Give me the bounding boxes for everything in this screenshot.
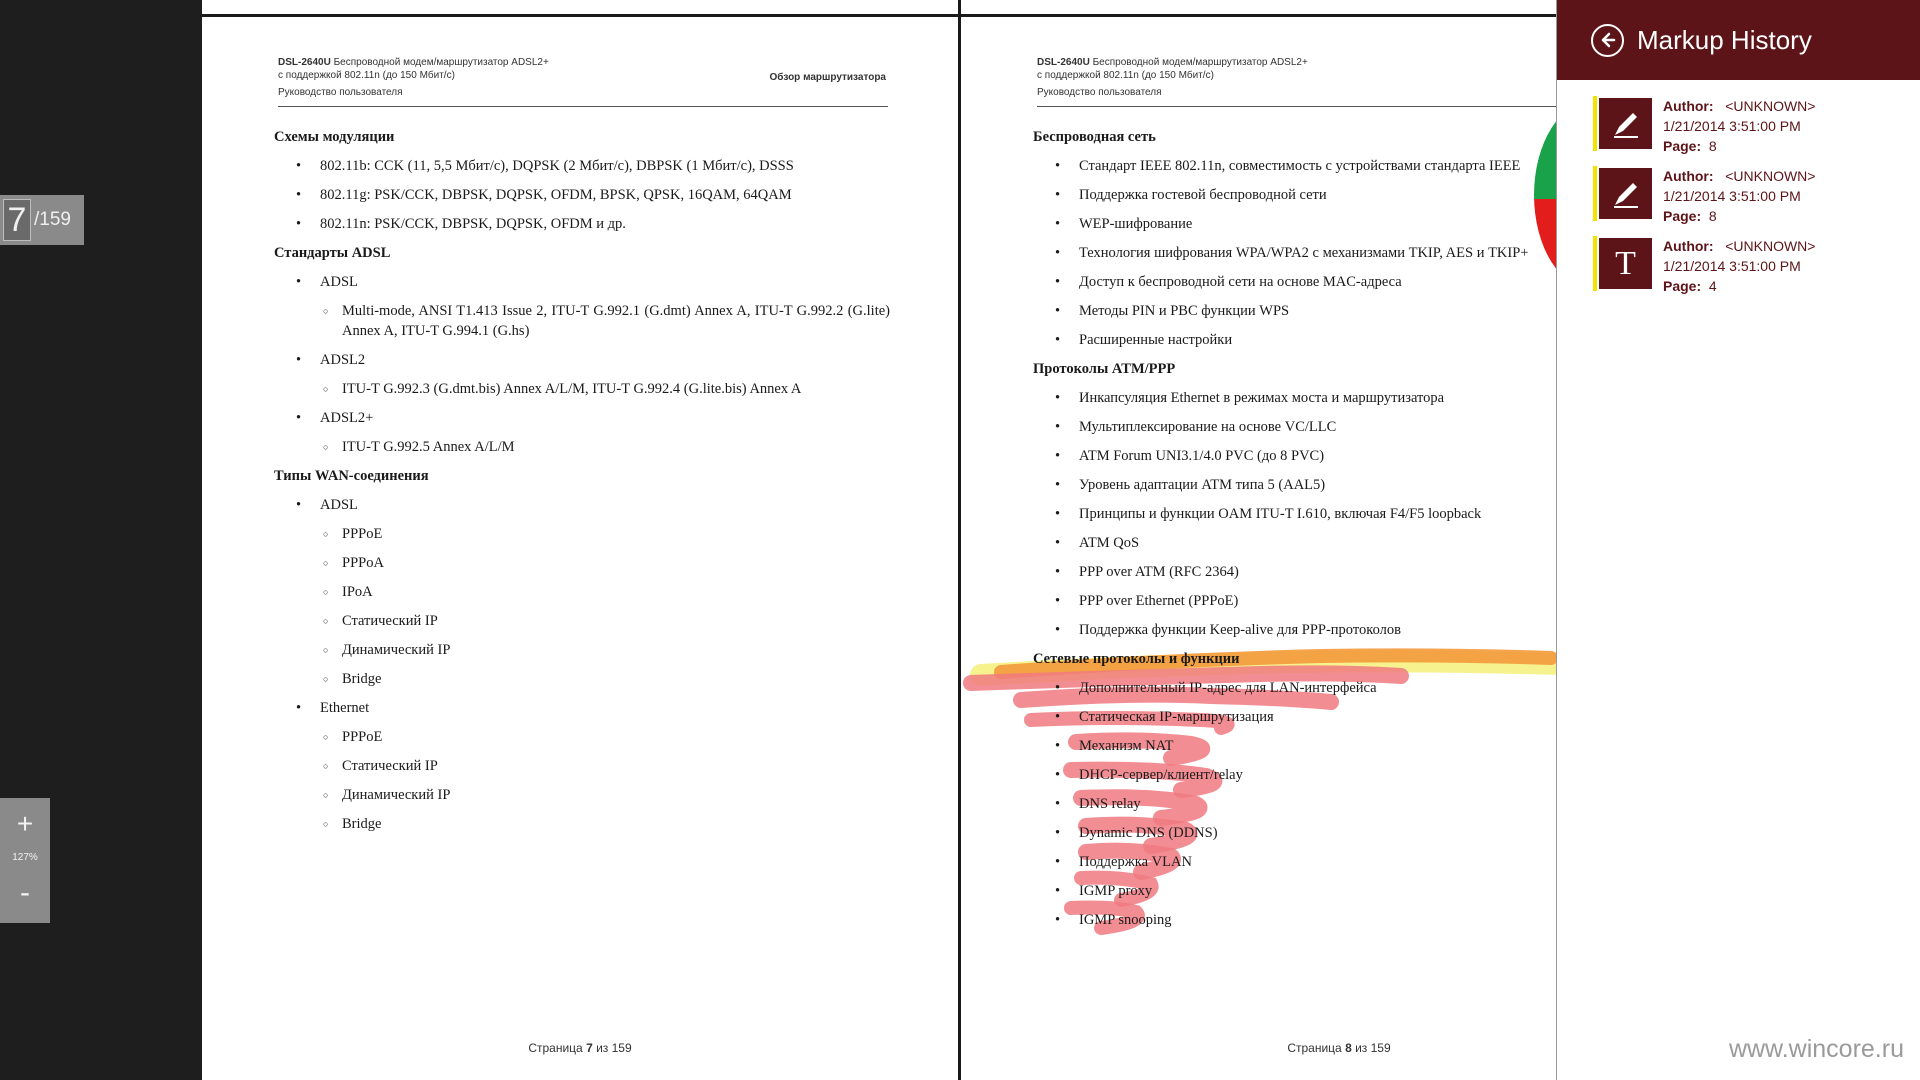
header-manual: Руководство пользователя [278, 87, 403, 98]
sub-list-item: ○ Bridge [274, 814, 890, 843]
markup-thumbnail [1593, 166, 1653, 221]
list-item: • WEP-шифрование [1033, 214, 1649, 243]
back-arrow-icon[interactable] [1591, 24, 1624, 57]
list-item: • ADSL2+ [274, 408, 890, 437]
author-label: Author: [1663, 238, 1714, 254]
left-sidebar [0, 0, 202, 1080]
header-desc: Беспроводной модем/маршрутизатор ADSL2+ [1089, 57, 1308, 68]
markup-info [1663, 166, 1815, 226]
watermark: www.wincore.ru [1728, 1035, 1904, 1063]
page-label: Page: [1663, 208, 1702, 224]
zoom-out-button[interactable]: - [20, 876, 30, 909]
page-label: Page: [1663, 278, 1702, 294]
list-item: • Поддержка гостевой беспроводной сети [1033, 185, 1649, 214]
page-content [274, 127, 890, 843]
list-item: • DNS relay [1033, 794, 1649, 823]
sub-list-item: ○ Динамический IP [274, 640, 890, 669]
markup-info [1663, 236, 1815, 296]
list-item: • Поддержка VLAN [1033, 852, 1649, 881]
list-item: • 802.11g: PSK/CCK, DBPSK, DQPSK, OFDM, BPSK, QPSK, 16QAM, 64QAM [274, 185, 890, 214]
list-item: • Методы PIN и PBC функции WPS [1033, 301, 1649, 330]
markup-date: 1/21/2014 3:51:00 PM [1663, 118, 1801, 134]
header-subtitle: с поддержкой 802.11n (до 150 Мбит/с) [1037, 70, 1214, 81]
author-label: Author: [1663, 168, 1714, 184]
footer-prefix: Страница [1287, 1041, 1346, 1055]
footer-suffix: из 159 [592, 1041, 632, 1055]
list-item: • Уровень адаптации ATM типа 5 (AAL5) [1033, 475, 1649, 504]
header-subtitle: с поддержкой 802.11n (до 150 Мбит/с) [278, 70, 455, 81]
sub-list-item: ○ PPPoE [274, 524, 890, 553]
list-item: • ATM Forum UNI3.1/4.0 PVC (до 8 PVC) [1033, 446, 1649, 475]
list-item: • 802.11n: PSK/CCK, DBPSK, DQPSK, OFDM и др. [274, 214, 890, 243]
markup-thumbnail [1593, 96, 1653, 151]
list-item: • 802.11b: CCK (11, 5,5 Мбит/с), DQPSK (2 Мбит/с), DBPSK (1 Мбит/с), DSSS [274, 156, 890, 185]
list-item: • ATM QoS [1033, 533, 1649, 562]
list-item: • Доступ к беспроводной сети на основе MAC-адреса [1033, 272, 1649, 301]
markup-entry[interactable] [1593, 236, 1913, 292]
list-item: • ADSL [274, 272, 890, 301]
list-item: • Стандарт IEEE 802.11n, совместимость с устройствами стандарта IEEE [1033, 156, 1649, 185]
markup-date: 1/21/2014 3:51:00 PM [1663, 258, 1801, 274]
total-pages-label: /159 [34, 209, 71, 230]
header-section: Обзор маршрутизатора [769, 72, 886, 83]
page-header [278, 56, 888, 107]
markup-entry[interactable] [1593, 96, 1913, 152]
list-item: • Принципы и функции OAM ITU-T I.610, включая F4/F5 loopback [1033, 504, 1649, 533]
list-item: • Расширенные настройки [1033, 330, 1649, 359]
markup-entry[interactable] [1593, 166, 1913, 222]
pane-title: Markup History [1637, 24, 1812, 55]
author-value: <UNKNOWN> [1725, 98, 1816, 114]
author-label: Author: [1663, 98, 1714, 114]
list-item: • PPP over ATM (RFC 2364) [1033, 562, 1649, 591]
sub-list-item: ○ PPPoE [274, 727, 890, 756]
sub-list-item: ○ Статический IP [274, 756, 890, 785]
sub-list-item: ○ PPPoA [274, 553, 890, 582]
list-item: • DHCP-сервер/клиент/relay [1033, 765, 1649, 794]
footer-page-number: 7 [586, 1041, 593, 1055]
zoom-in-button[interactable]: + [16, 808, 34, 839]
header-desc: Беспроводной модем/маршрутизатор ADSL2+ [330, 57, 549, 68]
section-heading: Сетевые протоколы и функции [1033, 651, 1240, 667]
footer-prefix: Страница [528, 1041, 587, 1055]
page-value: 4 [1708, 278, 1717, 294]
page-footer [202, 1041, 958, 1055]
list-item: • Дополнительный IP-адрес для LAN-интерфейса [1033, 678, 1649, 707]
sub-list-item: ○ IPoA [274, 582, 890, 611]
page-value: 8 [1708, 138, 1717, 154]
zoom-control [0, 798, 50, 923]
section-heading: Схемы модуляции [274, 129, 395, 145]
list-item: • ADSL2 [274, 350, 890, 379]
pane-header [1557, 0, 1920, 80]
page-7 [202, 0, 958, 1080]
markup-history-pane [1556, 0, 1920, 1080]
header-model: DSL-2640U [278, 57, 331, 68]
markup-info [1663, 96, 1815, 156]
sub-list-item: ○ Статический IP [274, 611, 890, 640]
section-heading: Протоколы ATM/PPP [1033, 361, 1176, 377]
page-indicator[interactable] [0, 195, 84, 245]
pen-icon [1599, 98, 1652, 149]
list-item: • Dynamic DNS (DDNS) [1033, 823, 1649, 852]
author-value: <UNKNOWN> [1725, 238, 1816, 254]
list-item: • PPP over Ethernet (PPPoE) [1033, 591, 1649, 620]
markup-date: 1/21/2014 3:51:00 PM [1663, 188, 1801, 204]
sub-list-item: ○ Bridge [274, 669, 890, 698]
list-item: • ADSL [274, 495, 890, 524]
list-item: • Технология шифрования WPA/WPA2 с механизмами TKIP, AES и TKIP+ [1033, 243, 1649, 272]
section-heading: Типы WAN-соединения [274, 468, 429, 484]
header-model: DSL-2640U [1037, 57, 1090, 68]
document-viewer[interactable] [202, 0, 1556, 1080]
sub-list-item: ○ ITU-T G.992.5 Annex A/L/M [274, 437, 890, 466]
page-label: Page: [1663, 138, 1702, 154]
list-item: • IGMP proxy [1033, 881, 1649, 910]
author-value: <UNKNOWN> [1725, 168, 1816, 184]
list-item: • Инкапсуляция Ethernet в режимах моста и маршрутизатора [1033, 388, 1649, 417]
section-heading: Беспроводная сеть [1033, 129, 1156, 145]
page-value: 8 [1708, 208, 1717, 224]
footer-suffix: из 159 [1351, 1041, 1391, 1055]
list-item: • Механизм NAT [1033, 736, 1649, 765]
markup-thumbnail [1593, 236, 1653, 291]
current-page-field[interactable]: 7 [3, 199, 31, 241]
zoom-level-label: 127% [12, 852, 38, 863]
header-manual: Руководство пользователя [1037, 87, 1162, 98]
list-item: • Статическая IP-маршрутизация [1033, 707, 1649, 736]
section-heading: Стандарты ADSL [274, 245, 391, 261]
sub-list-item: ○ ITU-T G.992.3 (G.dmt.bis) Annex A/L/M, ITU-T G.992.4 (G.lite.bis) Annex A [274, 379, 890, 408]
sub-list-item: ○ Динамический IP [274, 785, 890, 814]
text-icon: T [1599, 238, 1652, 289]
list-item: • Ethernet [274, 698, 890, 727]
list-item: • Мультиплексирование на основе VC/LLC [1033, 417, 1649, 446]
footer-page-number: 8 [1345, 1041, 1352, 1055]
list-item: • Поддержка функции Keep-alive для PPP-протоколов [1033, 620, 1649, 649]
list-item: • IGMP snooping [1033, 910, 1649, 939]
pen-icon [1599, 168, 1652, 219]
sub-list-item: ○ Multi-mode, ANSI T1.413 Issue 2, ITU-T G.992.1 (G.dmt) Annex A, ITU-T G.992.2 (G.lite) Annex A, ITU-T G.994.1 (G.hs) [274, 301, 890, 350]
